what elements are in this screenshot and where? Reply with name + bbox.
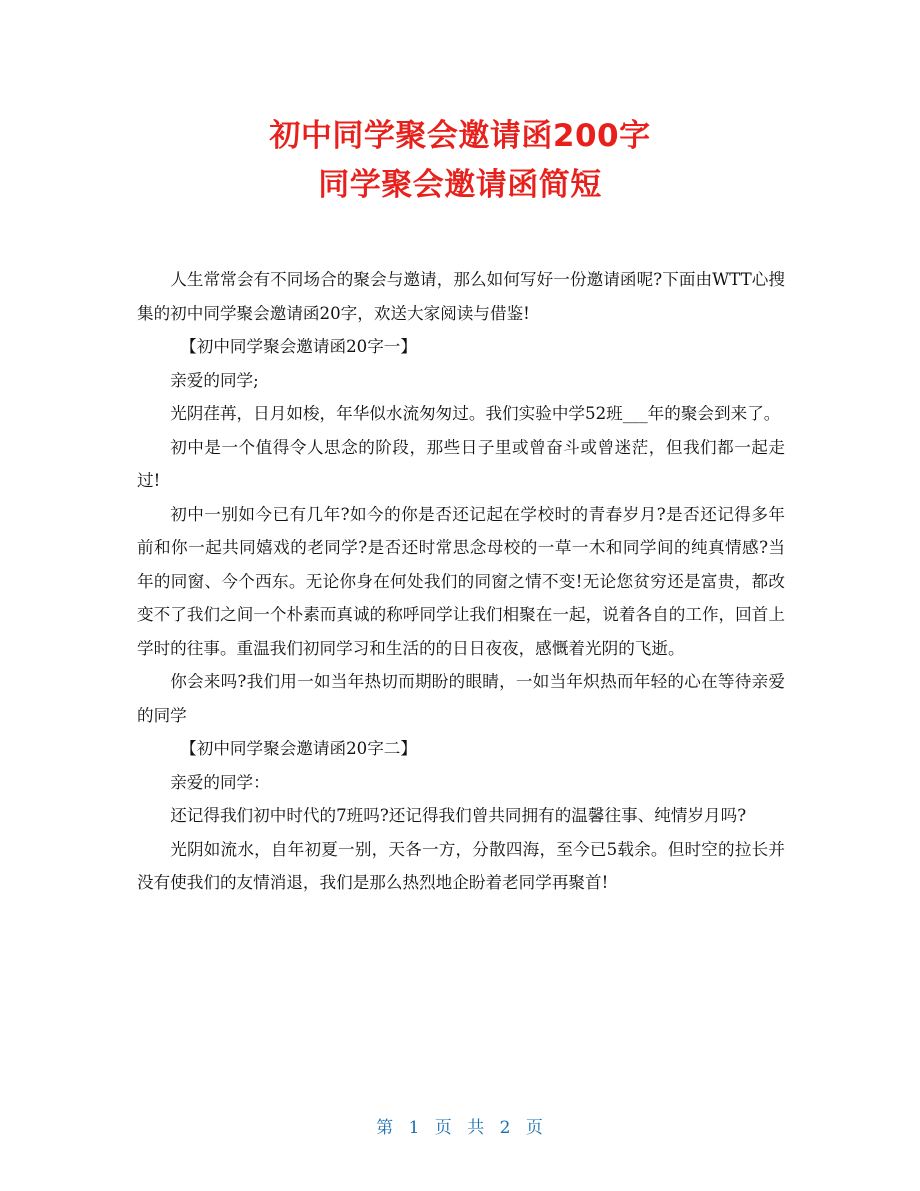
body-paragraph: 光阴如流水，自年初夏一别，天各一方，分散四海，至今已5载余。但时空的拉长并没有使我们的友情消退，我们是那么热烈地企盼着老同学再聚首! [137,839,785,892]
section-heading-2: 【初中同学聚会邀请函20字二】 [180,739,417,758]
title-line-2: 同学聚会邀请函简短 [318,167,602,203]
body-paragraph: 光阴荏苒，日月如梭，年华似水流匆匆过。我们实验中学52班___年的聚会到来了。 [170,404,781,423]
body-paragraph: 你会来吗?我们用一如当年热切而期盼的眼睛，一如当年炽热而年轻的心在等待亲爱的同学 [137,672,785,725]
body-paragraph: 初中一别如今已有几年?如今的你是否还记起在学校时的青春岁月?是否还记得多年前和你一起共同嬉戏的老同学?是否还时常思念母校的一草一木和同学间的纯真情感?当年的同窗、今个西东。无论你身在何处我们的同窗之情不变!无论您贫穷还是富贵，都改变不了我们之间一个朴素而真诚的称呼同学让我们相聚在一起，说着各自的工作，回首上学时的往事。重温我们初同学习和生活的的日日夜夜，感慨着光阴的飞逝。 [137,504,785,658]
intro-paragraph: 人生常常会有不同场合的聚会与邀请，那么如何写好一份邀请函呢?下面由WTT心搜集的初中同学聚会邀请函20字，欢送大家阅读与借鉴! [137,270,785,323]
salutation-1: 亲爱的同学; [170,370,259,390]
body-paragraph: 初中是一个值得令人思念的阶段，那些日子里或曾奋斗或曾迷茫，但我们都一起走过! [137,437,785,490]
section-heading-1: 【初中同学聚会邀请函20字一】 [180,337,417,356]
title-line-1: 初中同学聚会邀请函200字 [269,118,651,154]
document-title [0,112,920,210]
body-paragraph: 还记得我们初中时代的7班吗?还记得我们曾共同拥有的温馨往事、纯情岁月吗? [170,806,747,825]
salutation-2: 亲爱的同学： [170,772,270,792]
page-number-footer: 第 1 页 共 2 页 [376,1118,544,1138]
document-body [137,263,785,900]
